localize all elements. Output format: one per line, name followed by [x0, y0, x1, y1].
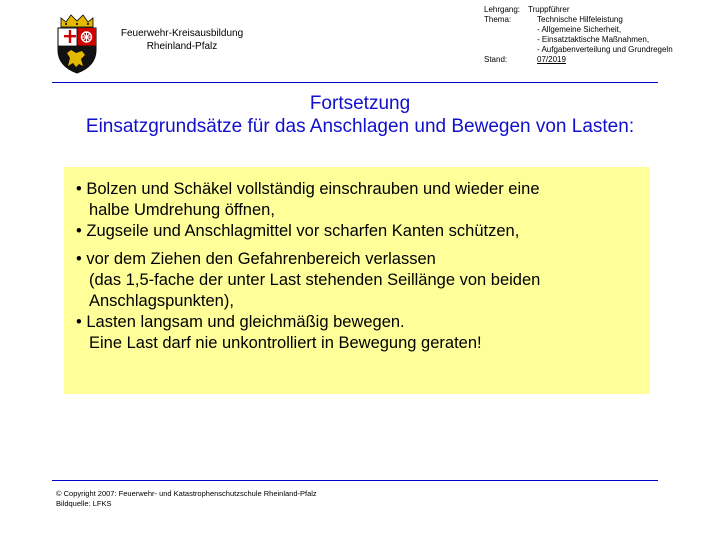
lehrgang-value: Truppführer [528, 5, 570, 14]
lehrgang-label: Lehrgang: [484, 5, 521, 14]
bullet-continuation: (das 1,5-fache der unter Last stehenden Seillänge von beiden [89, 271, 541, 289]
course-meta [484, 5, 673, 65]
stand-label: Stand: [484, 55, 508, 64]
organization-line-1: Feuerwehr-Kreisausbildung [120, 28, 244, 39]
title-line-1: Fortsetzung [309, 93, 411, 114]
title-line-2: Einsatzgrundsätze für das Anschlagen und Bewegen von Lasten: [85, 116, 635, 137]
thema-label: Thema: [484, 15, 512, 24]
bullet-continuation: Eine Last darf nie unkontrolliert in Bewegung geraten! [89, 334, 482, 352]
bullet-line: • Zugseile und Anschlagmittel vor scharfen Kanten schützen, [76, 222, 520, 240]
bullet-line: • vor dem Ziehen den Gefahrenbereich verlassen [76, 250, 436, 268]
organization-line-2: Rheinland-Pfalz [146, 41, 218, 52]
content-text [76, 179, 540, 354]
topic-item: - Allgemeine Sicherheit, [537, 25, 622, 34]
content-box [64, 167, 650, 394]
coat-of-arms-icon [52, 12, 102, 76]
stand-value: 07/2019 [537, 55, 566, 64]
footer-divider [52, 480, 658, 481]
bullet-line: • Lasten langsam und gleichmäßig bewegen. [76, 313, 405, 331]
copyright-text: © Copyright 2007: Feuerwehr- und Katastrophenschutzschule Rheinland-Pfalz [56, 489, 317, 498]
header-divider [52, 82, 658, 83]
footer [56, 489, 317, 509]
topic-item: - Aufgabenverteilung und Grundregeln [537, 45, 673, 54]
bullet-continuation: halbe Umdrehung öffnen, [89, 201, 275, 219]
bullet-line: • Bolzen und Schäkel vollständig einschrauben und wieder eine [76, 180, 540, 198]
organization-name [100, 27, 264, 53]
slide-title [0, 92, 720, 138]
topic-item: - Einsatztaktische Maßnahmen, [537, 35, 650, 44]
bullet-continuation: Anschlagspunkten), [89, 292, 234, 310]
image-source-text: Bildquelle: LFKS [56, 499, 112, 508]
thema-value: Technische Hilfeleistung [537, 15, 623, 24]
